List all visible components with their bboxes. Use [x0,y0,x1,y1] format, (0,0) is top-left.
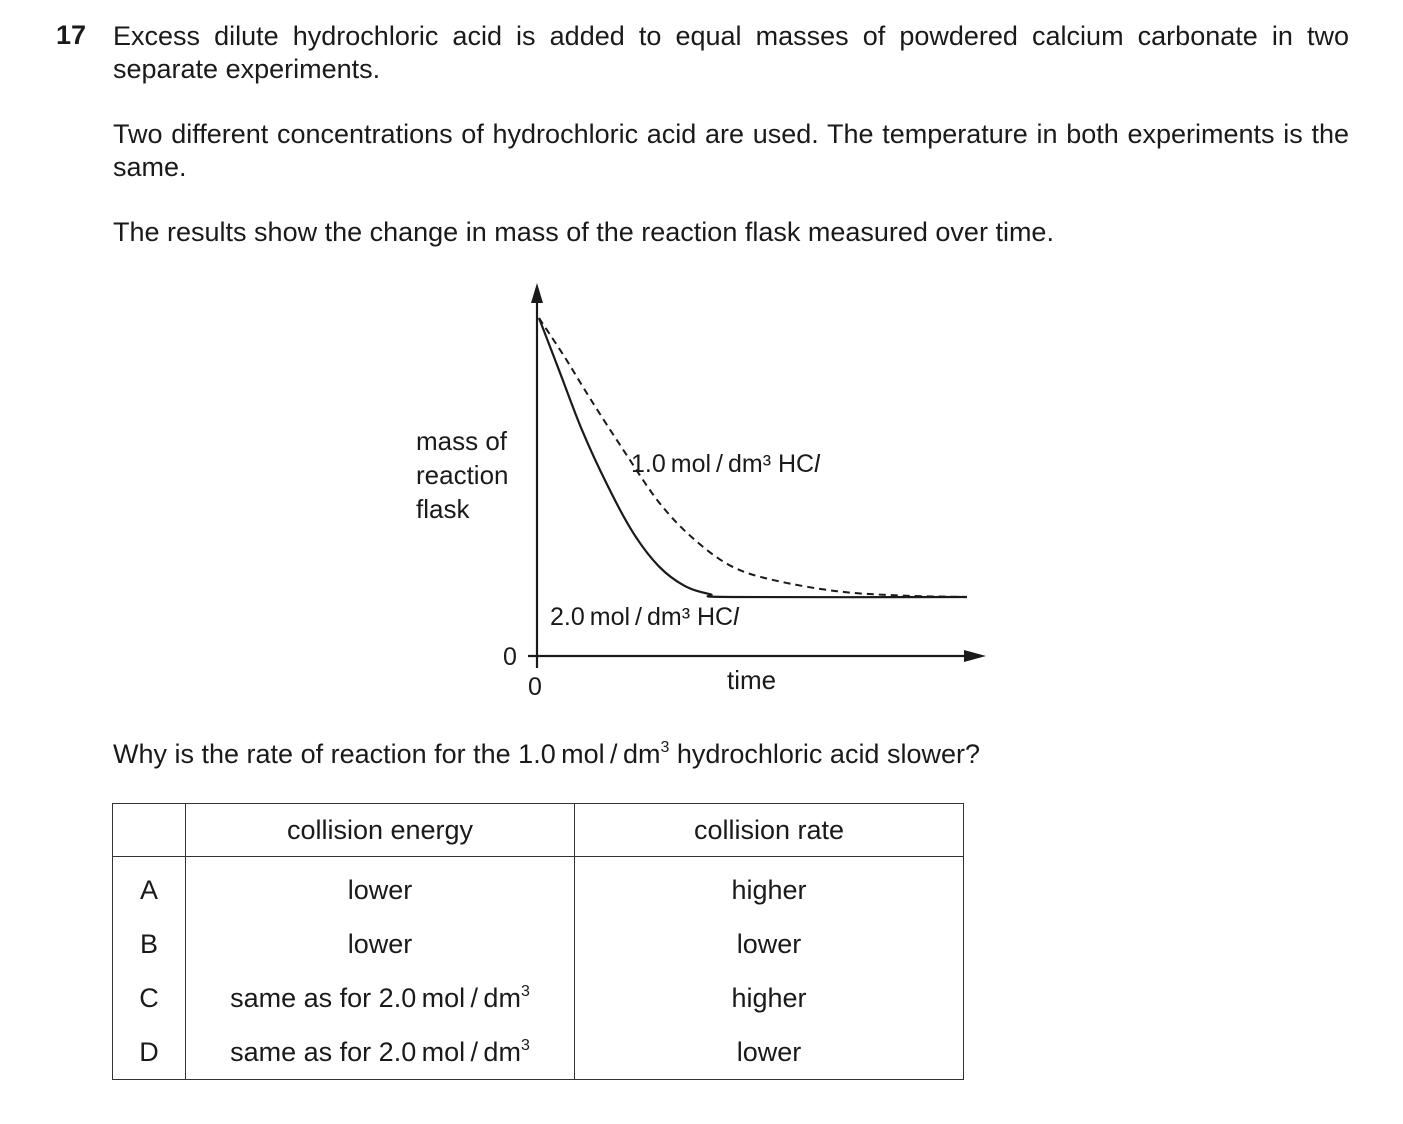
option-energy: lower [186,917,575,971]
table-header-row [113,804,964,857]
y-origin-label: 0 [503,643,517,671]
series-label-1-0-mol: 1.0 mol / dm³ HCl [631,450,820,478]
option-letter[interactable]: A [113,857,186,918]
question-number: 17 [56,20,87,50]
header-collision-rate: collision rate [575,804,964,857]
option-letter[interactable]: C [113,971,186,1025]
option-energy: same as for 2.0 mol / $dm^3$ [186,971,575,1025]
answer-options-table [112,803,964,1080]
option-energy: same as for 2.0 mol / $dm^3$ [186,1025,575,1080]
header-collision-energy: collision energy [186,804,575,857]
series-label-2-0-mol: 2.0 mol / dm³ HCl [550,603,739,631]
option-row-c[interactable] [113,971,964,1025]
y-axis-label-line-3: flask [416,494,470,524]
x-axis-arrow [964,650,986,662]
option-rate: lower [575,917,964,971]
option-letter[interactable]: B [113,917,186,971]
results-paragraph: The results show the change in mass of the reaction flask measured over time. [113,217,1054,247]
concentration-paragraph: Two different concentrations of hydrochloric acid are used. The temperature in both experiments is the same. [113,119,1349,182]
x-axis-label: time [727,665,777,695]
option-row-d[interactable] [113,1025,964,1080]
option-energy: lower [186,857,575,918]
intro-paragraph: Excess dilute hydrochloric acid is added to equal masses of powdered calcium carbonate in two separate experiments. [113,21,1349,84]
option-row-b[interactable] [113,917,964,971]
option-rate: lower [575,1025,964,1080]
option-rate: higher [575,971,964,1025]
option-row-a[interactable] [113,857,964,918]
header-blank [113,804,186,857]
option-rate: higher [575,857,964,918]
y-axis-label-line-1: mass of [416,426,508,456]
y-axis-label-line-2: reaction [416,460,509,490]
y-axis-arrow [531,283,543,303]
option-letter[interactable]: D [113,1025,186,1080]
x-origin-label: 0 [528,673,542,701]
question-prompt: Why is the rate of reaction for the 1.0 mol / $dm^3$ hydrochloric acid slower? [113,739,980,769]
